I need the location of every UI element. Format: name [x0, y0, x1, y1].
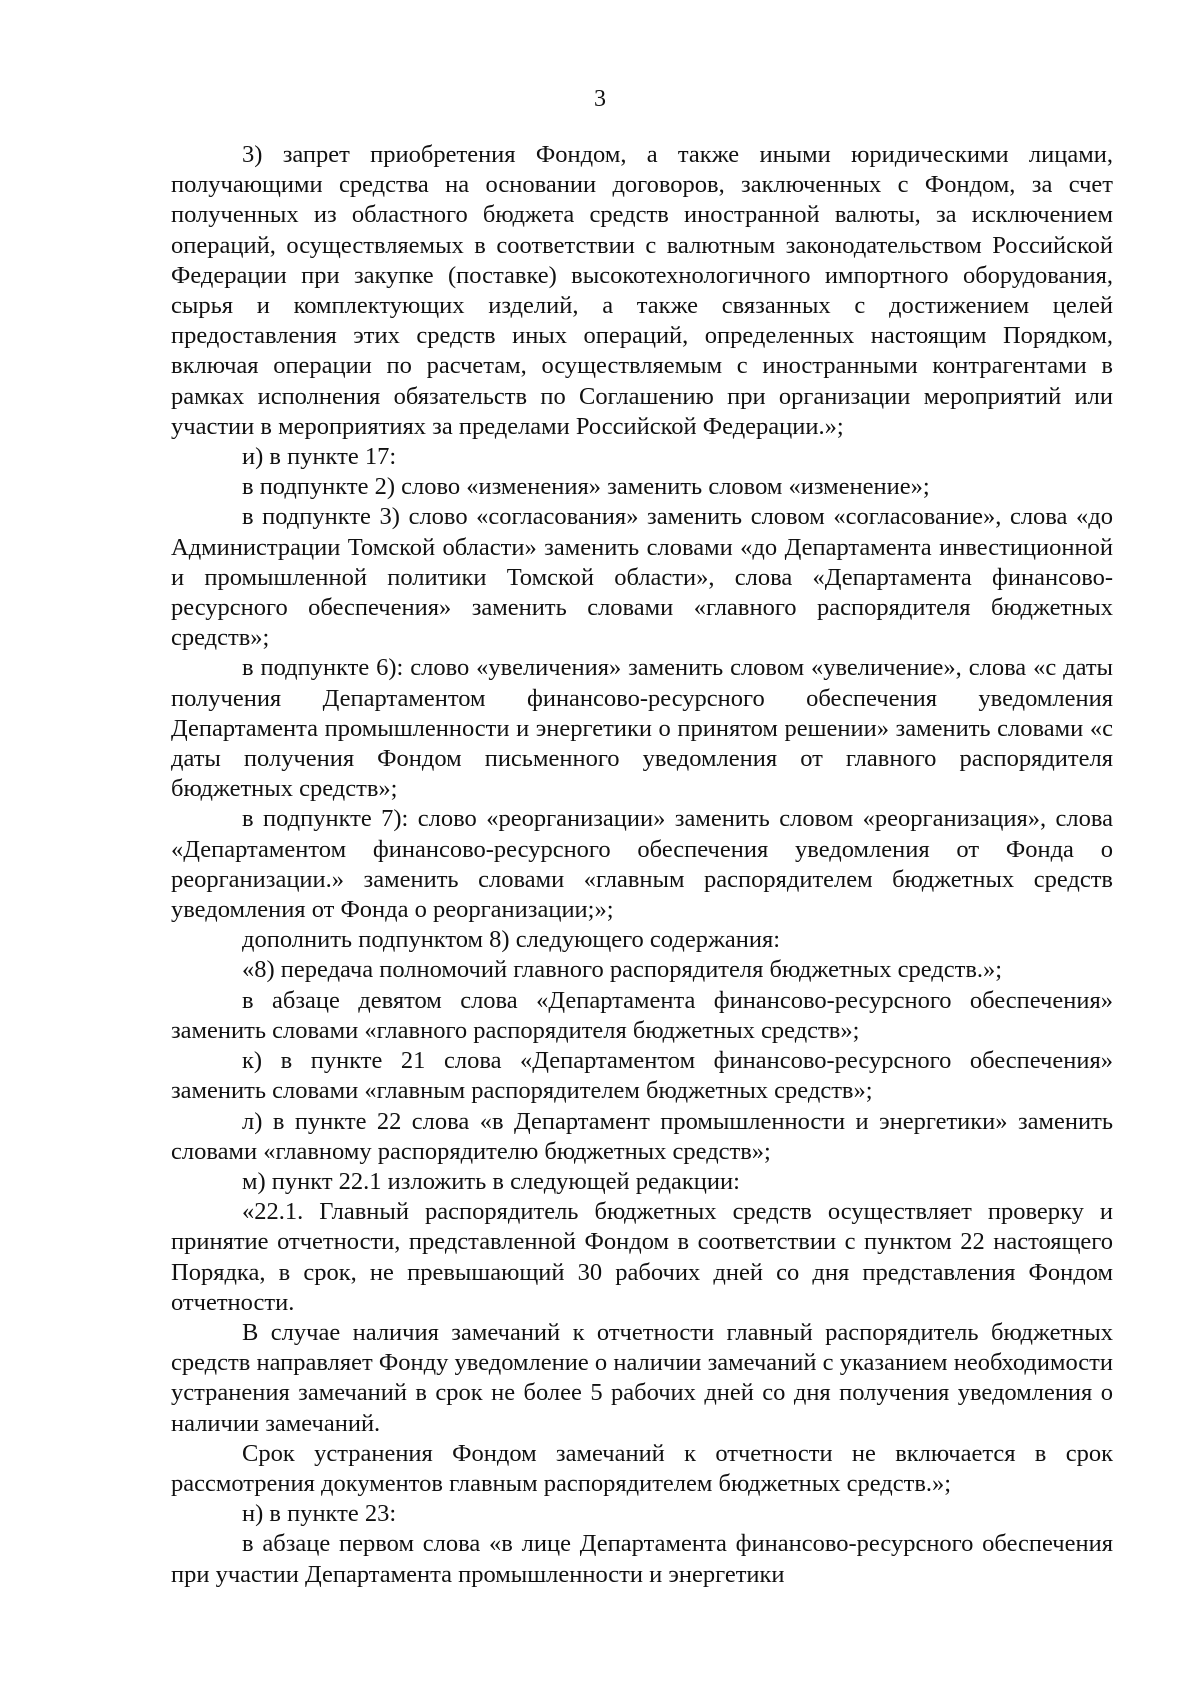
paragraph-subitem-7: в подпункте 7): слово «реорганизации» заменить словом «реорганизация», слова «Департаментом финансово-ресурсного обеспечения уведомления от Фонда о реорганизации.» заменить словами «главным распорядителем бюджетных средств уведомления от Фонда о реорганизации;»; [171, 805, 1113, 924]
paragraph-add-subitem-8: дополнить подпунктом 8) следующего содержания: [242, 926, 781, 954]
paragraph-22-1-text: «22.1. Главный распорядитель бюджетных средств осуществляет проверку и принятие отчетности, представленной Фондом в соответствии с пунктом 22 настоящего Порядка, в срок, не превышающий 30 рабочих дней со дня представления Фондом отчетности. [171, 1198, 1113, 1316]
paragraph-item-k: к) в пункте 21 слова «Департаментом финансово-ресурсного обеспечения» заменить словами «главным распорядителем бюджетных средств»; [171, 1047, 1113, 1105]
paragraph-item-n: н) в пункте 23: [242, 1500, 397, 1528]
paragraph-item-m: м) пункт 22.1 изложить в следующей редакции: [242, 1167, 740, 1195]
paragraph-subitem-3: в подпункте 3) слово «согласования» заменить словом «согласование», слова «до Администрации Томской области» заменить словами «до Департамента инвестиционной и промышленной политики Томской области», слова «Департамента финансово-ресурсного обеспечения» заменить словами «главного распорядителя бюджетных средств»; [171, 503, 1113, 652]
paragraph-subitem-6: в подпункте 6): слово «увеличения» заменить словом «увеличение», слова «с даты получения Департаментом финансово-ресурсного обеспечения уведомления Департамента промышленности и энергетики о принятом решении» заменить словами «с даты получения Фондом письменного уведомления от главного распорядителя бюджетных средств»; [171, 654, 1113, 803]
document-body [171, 140, 1113, 1590]
paragraph-remarks: В случае наличия замечаний к отчетности главный распорядитель бюджетных средств направляет Фонду уведомление о наличии замечаний с указанием необходимости устранения замечаний в срок не более 5 рабочих дней со дня получения уведомления о наличии замечаний. [171, 1318, 1113, 1437]
page-number: 3 [594, 86, 606, 112]
paragraph-ninth-abzac: в абзаце девятом слова «Департамента финансово-ресурсного обеспечения» заменить словами «главного распорядителя бюджетных средств»; [171, 986, 1113, 1044]
paragraph-subitem-2: в подпункте 2) слово «изменения» заменить словом «изменение»; [242, 473, 930, 501]
paragraph-item-3: 3) запрет приобретения Фондом, а также иными юридическими лицами, получающими средства на основании договоров, заключенных с Фондом, за счет полученных из областного бюджета средств иностранной валюты, за исключением операций, осуществляемых в соответствии с валютным законодательством Российской Федерации при закупке (поставке) высокотехнологичного импортного оборудования, сырья и комплектующих изделий, а также связанных с достижением целей предоставления этих средств иных операций, определенных настоящим Порядком, включая операции по расчетам, осуществляемым с иностранными контрагентами в рамках исполнения обязательств по Соглашению при организации мероприятий или участии в мероприятиях за пределами Российской Федерации.»; [171, 141, 1113, 440]
paragraph-deadline: Срок устранения Фондом замечаний к отчетности не включается в срок рассмотрения документов главным распорядителем бюджетных средств.»; [171, 1439, 1113, 1497]
paragraph-first-abzac: в абзаце первом слова «в лице Департамента финансово-ресурсного обеспечения при участии Департамента промышленности и энергетики [171, 1530, 1113, 1588]
paragraph-subitem-8-text: «8) передача полномочий главного распорядителя бюджетных средств.»; [242, 956, 1003, 984]
paragraph-item-i: и) в пункте 17: [242, 443, 397, 471]
paragraph-item-l: л) в пункте 22 слова «в Департамент промышленности и энергетики» заменить словами «главному распорядителю бюджетных средств»; [171, 1107, 1113, 1165]
